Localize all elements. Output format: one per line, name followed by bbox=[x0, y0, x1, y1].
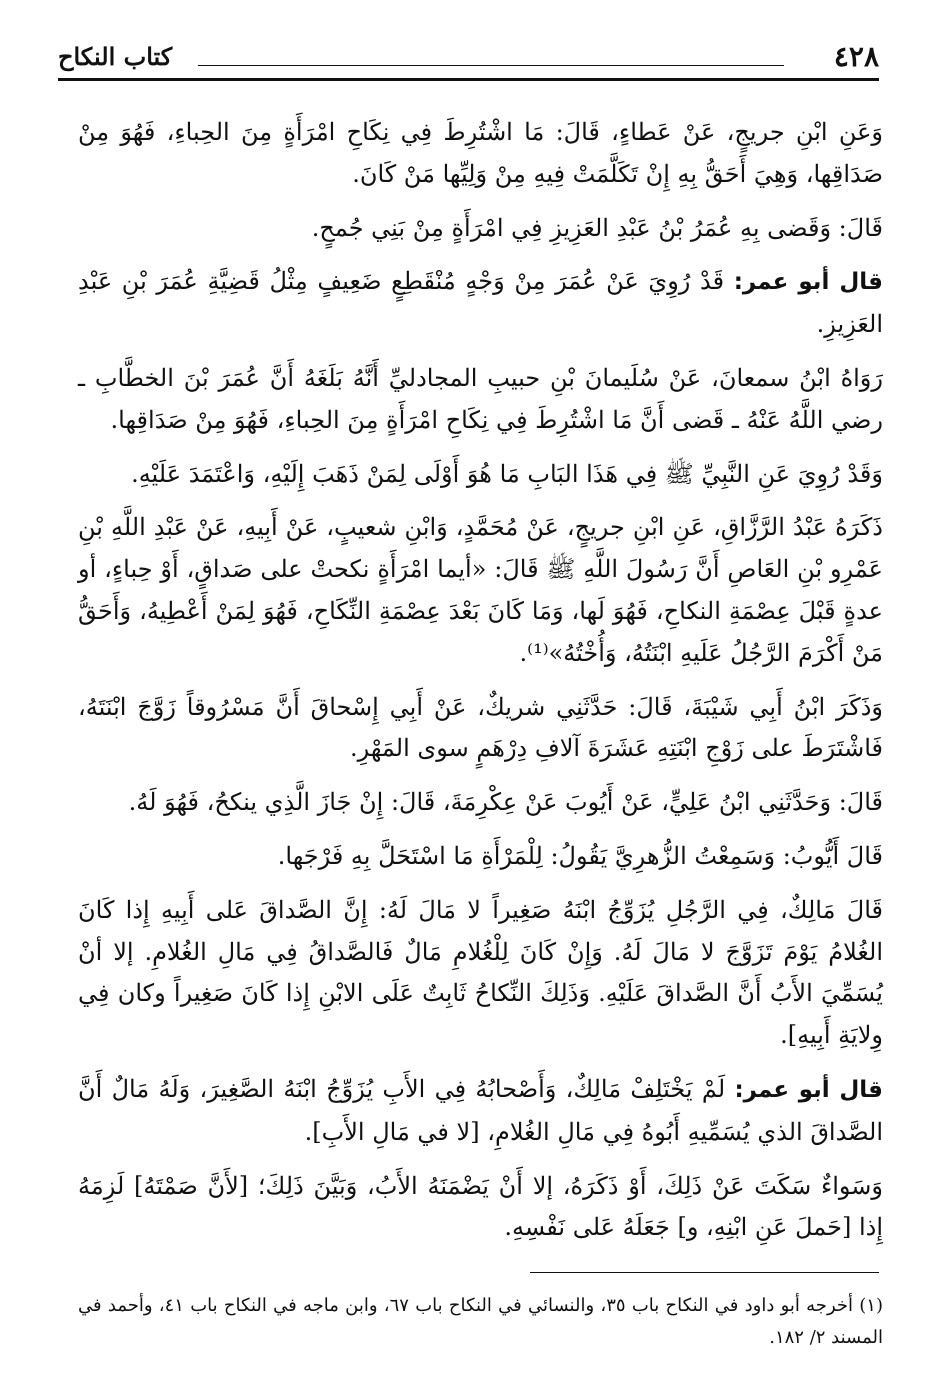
footnote-rule bbox=[530, 1272, 879, 1273]
paragraph-text: قَالَ: وَحَدَّثَنِي ابْنُ عَلِيٍّ، عَنْ أَيُوبَ عَنْ عِكْرِمَةَ، قَالَ: إِنْ جَازَ الَّذِي ينكحُ، فَهُوَ لَهُ. bbox=[128, 788, 883, 817]
paragraph bbox=[78, 454, 883, 496]
paragraph bbox=[78, 782, 883, 824]
main-text bbox=[78, 112, 883, 1261]
paragraph-text: قَالَ أَيُّوبُ: وَسَمِعْتُ الزُّهرِيَّ يَقُولُ: لِلْمَرْأَةِ مَا اسْتَحَلَّ بِهِ فَرْجَها. bbox=[277, 841, 883, 870]
header-rule bbox=[58, 78, 879, 81]
paragraph bbox=[78, 836, 883, 878]
page-number: ٤٢٨ bbox=[833, 40, 879, 73]
paragraph bbox=[78, 687, 883, 771]
paragraph-text: ذَكَرَهُ عَبْدُ الرَّزَّاقِ، عَنِ ابْنِ جريجٍ، عَنْ مُحَمَّدٍ، وَابْنِ شعيبٍ، عَنْ أَبِيهِ، عَنْ عَبْدِ اللَّهِ بْنِ عَمْرِو بْنِ العَاصِ أَنَّ رَسُولَ اللَّهِ ﷺ قَالَ: «أيما امْرَأَةٍ نكحتْ على صَداقٍ، أَوْ حِباءٍ، أو عدةٍ قَبْلَ عِصْمَةِ النكاحِ، فَهُوَ لَها، وَمَا كَانَ بَعْدَ عِصْمَةِ النِّكَاحِ، فَهُوَ لِمَنْ أَعْطِيهُ، وَأَحَقُّ مَنْ أَكْرَمَ الرَّجُلُ عَلَيهِ ابْنَتُهُ، وَأُخْتُهُ»⁽¹⁾. bbox=[78, 513, 883, 667]
paragraph bbox=[78, 208, 883, 250]
paragraph-text: قَالَ مَالِكٌ، فِي الرَّجُلِ يُزَوِّجُ ابْنَهُ صَغِيراً لا مَالَ لَهُ: إِنَّ الصَّداقَ عَلى أَبِيهِ إِذا كَانَ الغُلامُ يَوْمَ تَزَوَّجَ لا مَالَ لَهُ. وَإِنْ كَانَ لِلْغُلامِ مَالٌ فَالصَّداقُ فِي مَالِ الغُلامِ. إلا أنْ يُسَمِّيَ الأَبُ أَنَّ الصَّداقَ عَلَيْهِ. وَذَلِكَ النِّكاحُ ثَابِتٌ عَلَى الابْنِ إِذا كَانَ صَغِيراً وكان فِي وِلايَةِ أَبِيهِ]. bbox=[78, 895, 883, 1050]
paragraph bbox=[78, 261, 883, 346]
speaker-label: قال أبو عمر: bbox=[734, 1076, 883, 1103]
paragraph-text: وَعَنِ ابْنِ جريجٍ، عَنْ عَطاءٍ، قَالَ: مَا اشْتُرِطَ فِي نِكَاحِ امْرَأَةٍ مِنَ الحِباءِ، فَهُوَ مِنْ صَدَاقِها، وَهِيَ أَحَقُّ بِهِ إِنْ تَكَلَّمَتْ فِيهِ مِنْ وَلِيِّها مَنْ كَانَ. bbox=[78, 118, 884, 188]
paragraph bbox=[78, 1069, 883, 1154]
paragraph-text: رَوَاهُ ابْنُ سمعانَ، عَنْ سُلَيمانَ بْنِ حبيبِ المجادليِّ أَنَّهُ بَلَغَهُ أَنَّ عُمَرَ بْنَ الخطَّابِ ـ رضي اللَّهُ عَنْهُ ـ قَضى أَنَّ مَا اشْتُرِطَ فِي نِكَاحِ امْرَأَةٍ مِنَ الحِباءِ، فَهُوَ مِنْ صَدَاقِها. bbox=[78, 363, 883, 434]
paragraph bbox=[78, 358, 883, 442]
paragraph-text: قَدْ رُوِيَ عَنْ عُمَرَ مِنْ وَجْهٍ مُنْقَطِعٍ ضَعِيفٍ مِثْلُ قَضِيَّةِ عُمَرَ بْنِ عَبْدِ العَزِيزِ. bbox=[78, 267, 883, 339]
paragraph-text: وَسَواءٌ سَكَتَ عَنْ ذَلِكَ، أَوْ ذَكَرَهُ، إلا أَنْ يَضْمَنَهُ الأَبُ، وَبَيَّنَ ذَلِكَ؛ [لأَنَّ صَمْتَهُ] لَزِمَهُ إِذا [حَملَ عَنِ ابْنِهِ، و] جَعَلَهُ عَلى نَفْسِهِ. bbox=[78, 1171, 883, 1242]
paragraph-text: وَذَكَرَ ابْنُ أَبِي شَيْبَةَ، قَالَ: حَدَّثَنِي شريكٌ، عَنْ أَبِي إِسْحاقَ أَنَّ مَسْرُوقاً زَوَّجَ ابْنَتَهُ، فَاشْتَرَطَ على زَوْجِ ابْنَتِهِ عَشَرَةَ آلافِ دِرْهَمٍ سوى المَهْرِ. bbox=[78, 692, 884, 763]
paragraph-text: وَقَدْ رُوِيَ عَنِ النَّبِيِّ ﷺ فِي هَذَا البَابِ مَا هُوَ أَوْلَى لِمَنْ ذَهَبَ إِلَيْهِ، وَاعْتَمَدَ عَلَيْهِ. bbox=[131, 459, 883, 488]
paragraph-text: قَالَ: وَقَضى بِهِ عُمَرُ بْنُ عَبْدِ العَزِيزِ فِي امْرَأَةٍ مِنْ بَنِي جُمحٍ. bbox=[311, 213, 883, 242]
speaker-label: قال أبو عمر: bbox=[733, 269, 883, 296]
paragraph bbox=[78, 507, 883, 674]
header-dash-line bbox=[198, 65, 784, 66]
paragraph bbox=[78, 1166, 883, 1250]
paragraph bbox=[78, 890, 883, 1057]
footnote: (١) أخرجه أبو داود في النكاح باب ٣٥، والنسائي في النكاح باب ٦٧، وابن ماجه في النكاح باب ٤١، وأحمد في المسند ٢/ ١٨٢. bbox=[78, 1295, 883, 1348]
paragraph bbox=[78, 112, 883, 196]
running-title: كتاب النكاح bbox=[58, 42, 173, 71]
paragraph-text: لَمْ يَخْتَلِفْ مَالِكٌ، وَأَصْحابُهُ فِي الأَبِ يُزَوِّجُ ابْنَهُ الصَّغِيرَ، وَلَهُ مَالٌ أَنَّ الصَّداقَ الذي يُسَمِّيهِ أَبُوهُ فِي مَالِ الغُلامِ، [لا في مَالِ الأَبِ]. bbox=[78, 1074, 883, 1146]
page-header bbox=[58, 30, 879, 80]
